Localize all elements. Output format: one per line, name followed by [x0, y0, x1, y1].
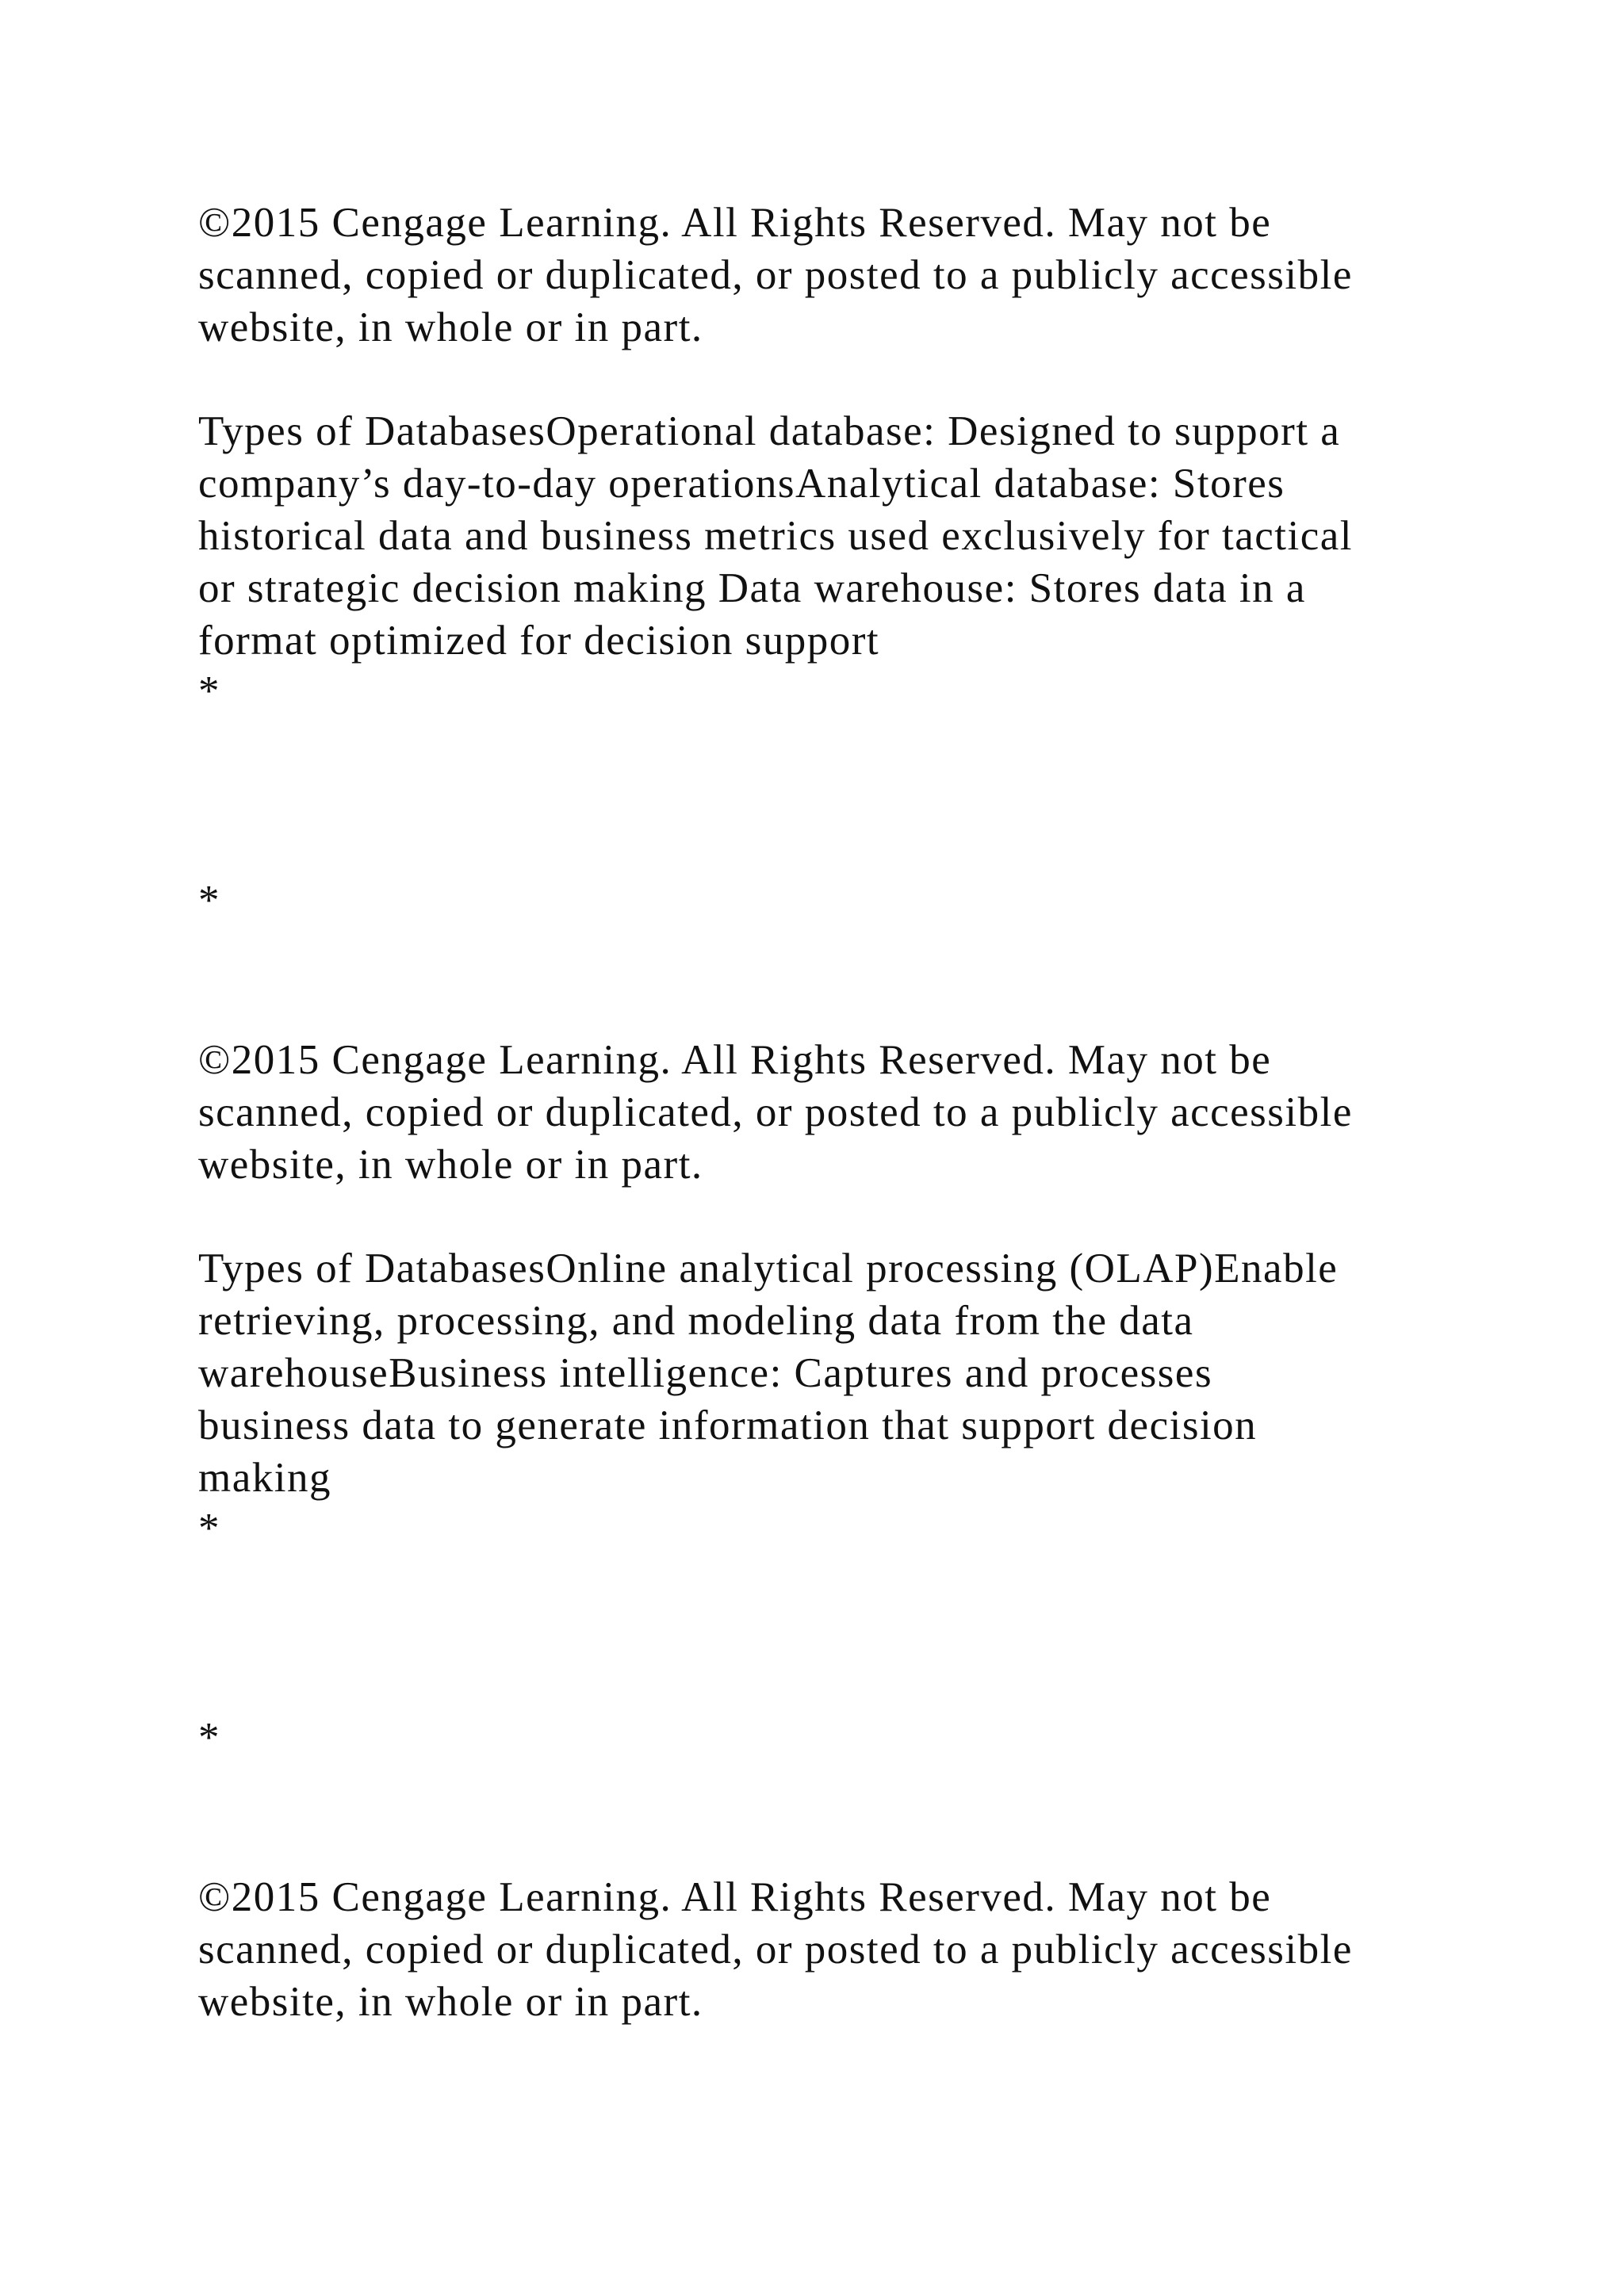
body-text-line: format optimized for decision support: [198, 618, 880, 664]
body-text-line: business data to generate information that support decision: [198, 1402, 1258, 1448]
copyright-line: scanned, copied or duplicated, or posted to a publicly accessible: [198, 1089, 1353, 1135]
copyright-notice-1: [198, 197, 1499, 354]
copyright-line: ©2015 Cengage Learning. All Rights Reserved. May not be: [198, 1037, 1272, 1083]
copyright-line: website, in whole or in part.: [198, 304, 703, 350]
body-text-line: Types of DatabasesOnline analytical processing (OLAP)Enable: [198, 1246, 1339, 1292]
asterisk-marker-2: *: [198, 878, 220, 924]
copyright-line: website, in whole or in part.: [198, 1142, 703, 1188]
copyright-line: ©2015 Cengage Learning. All Rights Reserved. May not be: [198, 200, 1272, 246]
copyright-line: scanned, copied or duplicated, or posted to a publicly accessible: [198, 1927, 1353, 1973]
body-text-line: or strategic decision making Data warehouse: Stores data in a: [198, 565, 1306, 611]
asterisk-marker-1: *: [198, 668, 220, 714]
types-of-databases-section-1: [198, 405, 1499, 667]
asterisk-marker-4: *: [198, 1715, 220, 1761]
asterisk-marker-3: *: [198, 1506, 220, 1552]
copyright-notice-2: [198, 1034, 1499, 1191]
types-of-databases-section-2: [198, 1242, 1499, 1504]
body-text-line: making: [198, 1455, 331, 1501]
body-text-line: retrieving, processing, and modeling data from the data: [198, 1298, 1194, 1344]
copyright-line: scanned, copied or duplicated, or posted to a publicly accessible: [198, 252, 1353, 298]
copyright-line: website, in whole or in part.: [198, 1979, 703, 2025]
body-text-line: Types of DatabasesOperational database: Designed to support a: [198, 408, 1341, 454]
body-text-line: warehouseBusiness intelligence: Captures and processes: [198, 1350, 1213, 1396]
body-text-line: company’s day-to-day operationsAnalytical database: Stores: [198, 461, 1285, 507]
body-text-line: historical data and business metrics used exclusively for tactical: [198, 513, 1353, 559]
copyright-line: ©2015 Cengage Learning. All Rights Reserved. May not be: [198, 1874, 1272, 1920]
copyright-notice-3: [198, 1871, 1499, 2028]
